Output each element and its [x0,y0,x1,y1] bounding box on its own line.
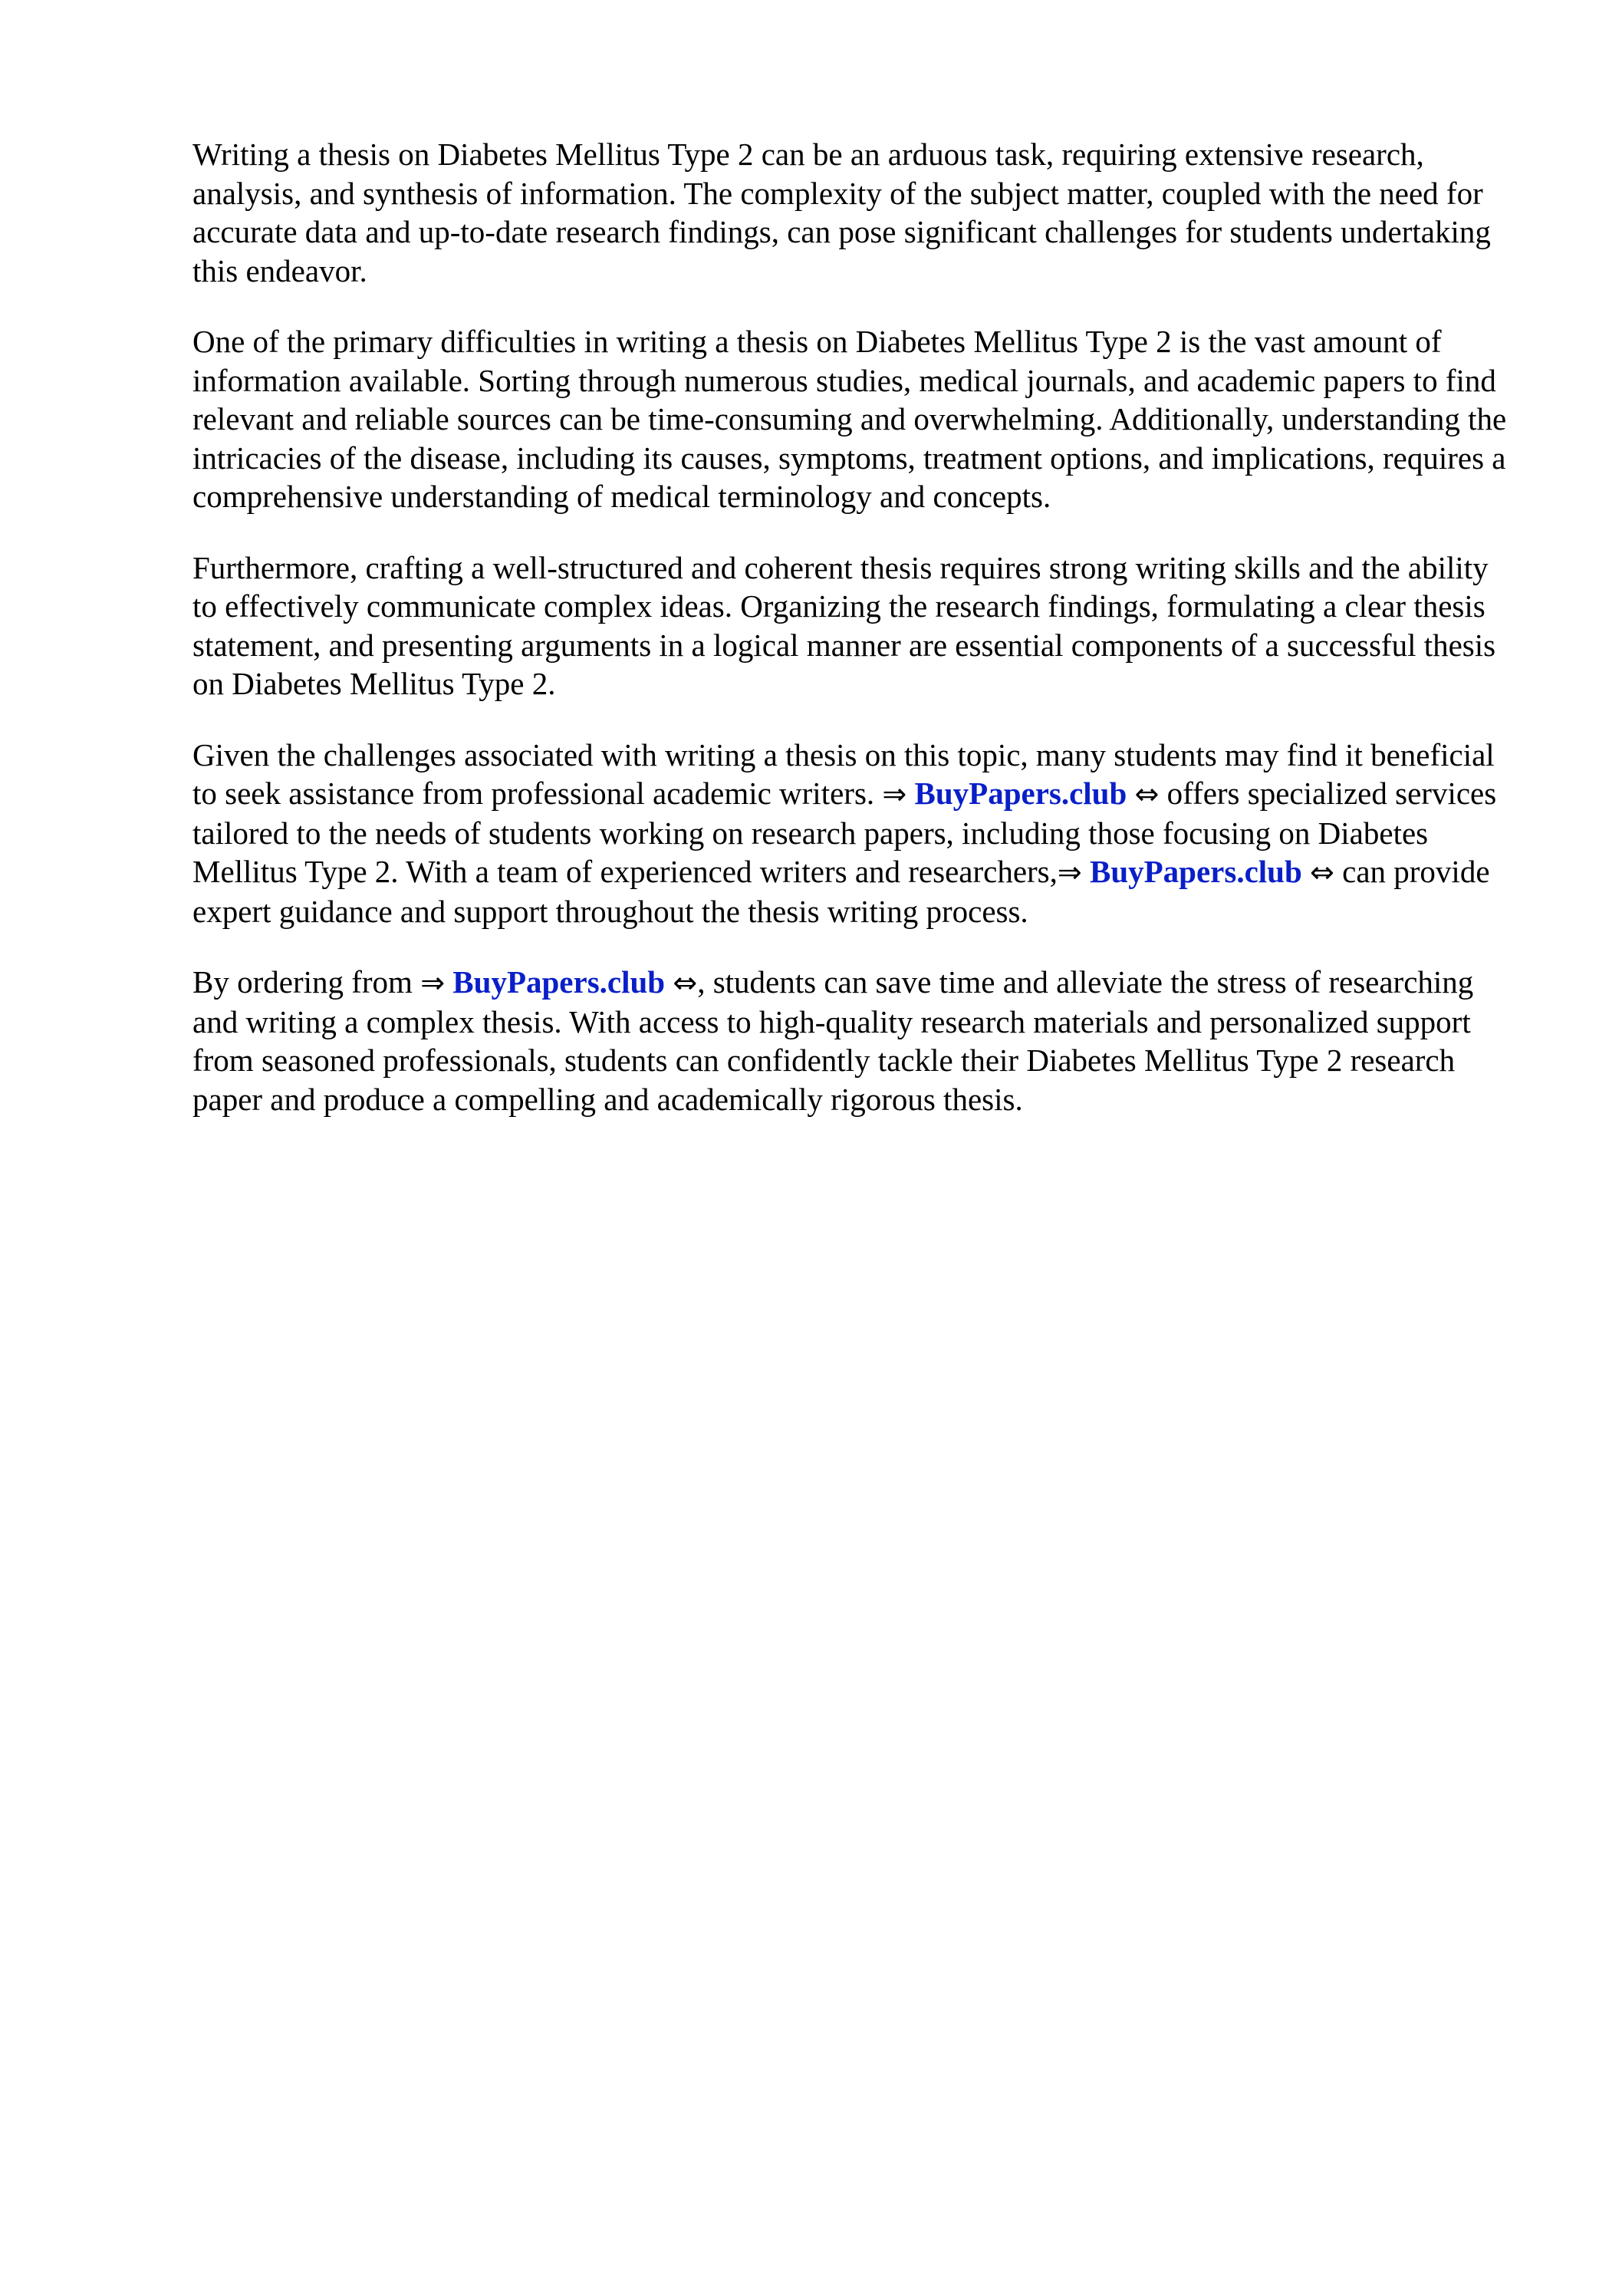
buypapers-link[interactable]: BuyPapers.club [914,776,1127,811]
paragraph-4 [192,736,1512,931]
right-arrow-icon: ⇒ [420,966,446,1000]
paragraph-4-text-2: offers specialized services tailored to the needs of students working on research papers, including those focusing on Diabetes Mellitus Type 2. With a team of experienced writers and researchers, [192,776,1497,889]
double-arrow-icon: ⇔ [1310,855,1334,889]
paragraph-5-text-2: , students can save time and alleviate the stress of researching and writing a complex thesis. With access to high-quality research materials and personalized support from seasoned professionals, students can confidently tackle their Diabetes Mellitus Type 2 research paper and produce a compelling and academically rigorous thesis. [192,964,1474,1117]
paragraph-4-text-3: can provide expert guidance and support throughout the thesis writing process. [192,854,1490,929]
double-arrow-icon: ⇔ [673,966,698,1000]
paragraph-3: Furthermore, crafting a well-structured and coherent thesis requires strong writing skills and the ability to effectively communicate complex ideas. Organizing the research findings, formulating a clear thesis statement, and presenting arguments in a logical manner are essential components of a successful thesis on Diabetes Mellitus Type 2. [192,549,1496,701]
paragraph-2: One of the primary difficulties in writing a thesis on Diabetes Mellitus Type 2 is the vast amount of information available. Sorting through numerous studies, medical journals, and academic papers to find relevant and reliable sources can be time-consuming and overwhelming. Additionally, understanding the intricacies of the disease, including its causes, symptoms, treatment options, and implications, requires a comprehensive understanding of medical terminology and concepts. [192,324,1507,514]
buypapers-link[interactable]: BuyPapers.club [452,964,666,1000]
right-arrow-icon: ⇒ [1057,855,1082,889]
double-arrow-icon: ⇔ [1134,777,1160,811]
paragraph-5 [192,963,1512,1118]
paragraph-1: Writing a thesis on Diabetes Mellitus Type 2 can be an arduous task, requiring extensive research, analysis, and synthesis of information. The complexity of the subject matter, coupled with the need for accurate data and up-to-date research findings, can pose significant challenges for students undertaking this endeavor. [192,137,1491,288]
paragraph-5-text-1: By ordering from [192,964,413,1000]
paragraph-4-text-1: Given the challenges associated with writing a thesis on this topic, many students may find it beneficial to seek assistance from professional academic writers. [192,736,1495,811]
buypapers-link[interactable]: BuyPapers.club [1089,854,1302,889]
right-arrow-icon: ⇒ [882,777,907,811]
document-body [192,135,1512,1151]
